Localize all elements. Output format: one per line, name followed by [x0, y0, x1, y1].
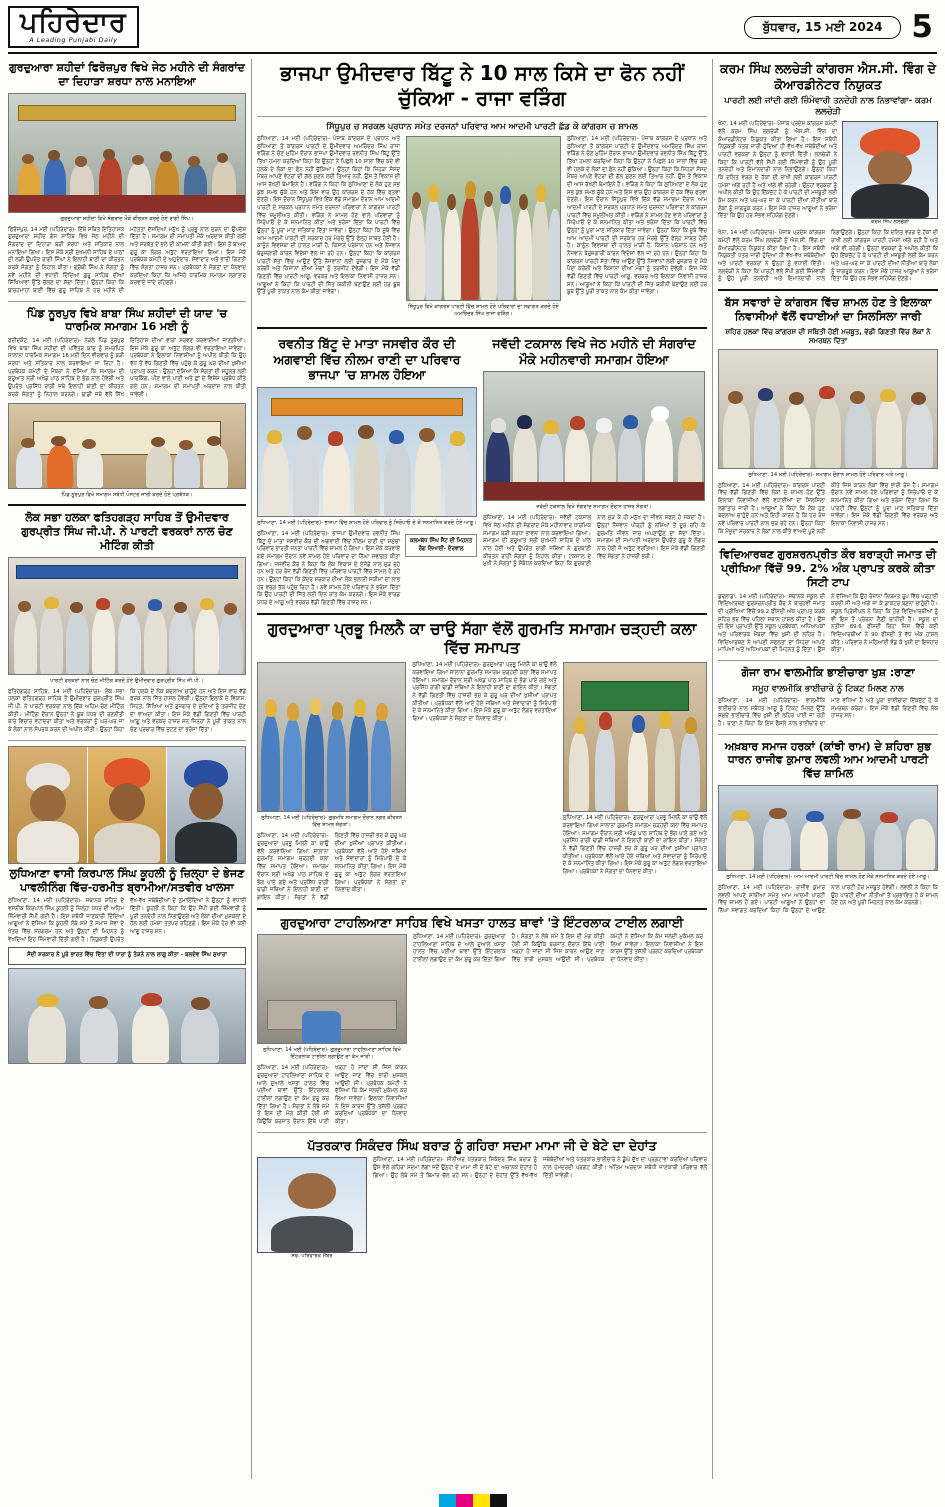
article-body-part1: ਲੁਧਿਆਣਾ, 14 ਮਈ (ਪਹਿਰੇਦਾਰ)- ਪੰਜਾਬ ਕਾਂਗਰਸ ਦੇ ਪ੍ਰਧਾਨ ਅਤੇ ਲੁਧਿਆਣਾ ਤੋਂ ਕਾਂਗਰਸ ਪਾਰਟੀ ਦੇ ਉਮੀਦਵਾਰ ਅਮਰਿੰਦਰ ਸਿੰਘ ਰਾਜਾ ਵੜਿੰਗ ਨੇ ਚੋਣ ਮੁਹਿੰਮ ਦੌਰਾਨ ਭਾਜਪਾ ਉਮੀਦਵਾਰ ਰਵਨੀਤ ਸਿੰਘ ਬਿੱਟੂ ਉੱਤੇ ਤਿੱਖਾ ਹਮਲਾ ਕਰਦਿਆਂ ਕਿਹਾ ਕਿ ਉਨ੍ਹਾਂ ਨੇ ਪਿਛਲੇ 10 ਸਾਲਾਂ ਵਿੱਚ ਕਦੇ ਵੀ ਹਲਕੇ ਦੇ ਲੋਕਾਂ ਦਾ ਫੋਨ ਨਹੀਂ ਚੁੱਕਿਆ। ਉਨ੍ਹਾਂ ਕਿਹਾ ਕਿ ਜਿਹੜਾ ਸੰਸਦ ਮੈਂਬਰ ਆਪਣੇ ਵੋਟਰਾਂ ਦੀ ਗੱਲ ਸੁਣਨ ਲਈ ਤਿਆਰ ਨਹੀਂ, ਉਸ ਤੋਂ ਵਿਕਾਸ ਦੀ ਆਸ ਰੱਖਣੀ ਬੇਮਾਇਨੇ ਹੈ। ਵੜਿੰਗ ਨੇ ਕਿਹਾ ਕਿ ਲੁਧਿਆਣਾ ਦੇ ਲੋਕ ਹੁਣ ਸਭ ਕੁਝ ਸਮਝ ਚੁੱਕੇ ਹਨ ਅਤੇ ਇਸ ਵਾਰ ਉਹ ਕਾਂਗਰਸ ਦੇ ਹੱਕ ਵਿੱਚ ਫਤਵਾ ਦੇਣਗੇ। ਇਸ ਦੌਰਾਨ ਸਿੱਧੂਪੁਰ ਵਿਖੇ ਇੱਕ ਵੱਡੇ ਸਮਾਗਮ ਦੌਰਾਨ ਆਮ ਆਦਮੀ ਪਾਰਟੀ ਦੇ ਸਰਕਲ ਪ੍ਰਧਾਨ ਸਮੇਤ ਦਰਜਨਾਂ ਪਰਿਵਾਰਾਂ ਨੇ ਕਾਂਗਰਸ ਪਾਰਟੀ ਵਿੱਚ ਸ਼ਮੂਲੀਅਤ ਕੀਤੀ। ਵੜਿੰਗ ਨੇ ਸ਼ਾਮਲ ਹੋਣ ਵਾਲੇ ਪਰਿਵਾਰਾਂ ਨੂੰ ਸਿਰੋਪਾਓ ਦੇ ਕੇ ਸਨਮਾਨਿਤ ਕੀਤਾ ਅਤੇ ਭਰੋਸਾ ਦਿੱਤਾ ਕਿ ਪਾਰਟੀ ਵਿੱਚ ਉਨ੍ਹਾਂ ਨੂੰ ਪੂਰਾ ਮਾਣ ਸਤਿਕਾਰ ਦਿੱਤਾ ਜਾਵੇਗਾ। ਉਨ੍ਹਾਂ ਕਿਹਾ ਕਿ ਸੂਬੇ ਵਿੱਚ ਆਮ ਆਦਮੀ ਪਾਰਟੀ ਦੀ ਸਰਕਾਰ ਹਰ ਮੋਰਚੇ ਉੱਤੇ ਫੇਲ੍ਹ ਸਾਬਤ ਹੋਈ ਹੈ। ਕਾਨੂੰਨ ਵਿਵਸਥਾ ਦੀ ਹਾਲਤ ਮਾੜੀ ਹੈ, ਕਿਸਾਨ ਪਰੇਸ਼ਾਨ ਹਨ ਅਤੇ ਨੌਜਵਾਨ ਬੇਰੁਜ਼ਗਾਰੀ ਕਾਰਨ ਵਿਦੇਸ਼ਾਂ ਵੱਲ ਜਾ ਰਹੇ ਹਨ। ਉਨ੍ਹਾਂ ਕਿਹਾ ਕਿ ਕਾਂਗਰਸ ਪਾਰਟੀ ਸੱਤਾ ਵਿੱਚ ਆਉਣ ਉੱਤੇ ਨੌਜਵਾਨਾਂ ਲਈ ਰੁਜ਼ਗਾਰ ਦੇ ਮੌਕੇ ਪੈਦਾ ਕਰੇਗੀ ਅਤੇ ਕਿਸਾਨਾਂ ਦੀਆਂ ਮੰਗਾਂ ਨੂੰ ਤਰਜੀਹ ਦੇਵੇਗੀ। ਇਸ ਮੌਕੇ ਵੱਡੀ ਗਿਣਤੀ ਵਿੱਚ ਪਾਰਟੀ ਆਗੂ, ਵਰਕਰ ਅਤੇ ਇਲਾਕਾ ਨਿਵਾਸੀ ਹਾਜ਼ਰ ਸਨ। ਆਗੂਆਂ ਨੇ ਕਿਹਾ ਕਿ ਪਾਰਟੀ ਦੀ ਜਿੱਤ ਯਕੀਨੀ ਬਣਾਉਣ ਲਈ ਹਰ ਬੂਥ ਉੱਤੇ ਪੂਰੀ ਤਾਕਤ ਨਾਲ ਕੰਮ ਕੀਤਾ ਜਾਵੇਗਾ। [257, 136, 400, 296]
newspaper-logo [8, 6, 139, 49]
divider [257, 908, 707, 910]
article-journalist-condolence [257, 1138, 707, 1265]
article-body-cont: ਲੁਧਿਆਣਾ, 14 ਮਈ (ਪਹਿਰੇਦਾਰ)- ਗੁਰਦੁਆਰਾ ਪ੍ਰਭੂ ਮਿਲਨੈ ਕਾ ਚਾਉ ਵੱਲੋਂ ਕਰਵਾਇਆ ਗਿਆ ਸਾਲਾਨਾ ਗੁਰਮਤਿ ਸਮਾਗਮ ਚੜ੍ਹਦੀ ਕਲਾ ਵਿੱਚ ਸਮਾਪਤ ਹੋਇਆ। ਸਮਾਗਮ ਦੌਰਾਨ ਸ੍ਰੀ ਅਖੰਡ ਪਾਠ ਸਾਹਿਬ ਦੇ ਭੋਗ ਪਾਏ ਗਏ ਅਤੇ ਪ੍ਰਸਿੱਧ ਰਾਗੀ ਢਾਡੀ ਜਥਿਆਂ ਨੇ ਇਲਾਹੀ ਬਾਣੀ ਦਾ ਗਾਇਨ ਕੀਤਾ। ਸੰਗਤਾਂ ਨੇ ਵੱਡੀ ਗਿਣਤੀ ਵਿੱਚ ਹਾਜ਼ਰੀ ਭਰ ਕੇ ਗੁਰੂ ਘਰ ਦੀਆਂ ਖੁਸ਼ੀਆਂ ਪ੍ਰਾਪਤ ਕੀਤੀਆਂ। ਪ੍ਰਬੰਧਕਾਂ ਵੱਲੋਂ ਆਏ ਹੋਏ ਜਥਿਆਂ ਅਤੇ ਸੇਵਾਦਾਰਾਂ ਨੂੰ ਸਿਰੋਪਾਓ ਦੇ ਕੇ ਸਨਮਾਨਿਤ ਕੀਤਾ ਗਿਆ। ਇਸ ਮੌਕੇ ਗੁਰੂ ਕਾ ਅਤੁੱਟ ਲੰਗਰ ਵਰਤਾਇਆ ਗਿਆ। ਪ੍ਰਬੰਧਕਾਂ ਨੇ ਸੰਗਤਾਂ ਦਾ ਧੰਨਵਾਦ ਕੀਤਾ। [412, 662, 557, 723]
left-column [8, 59, 246, 1479]
headline: ਰਵਨੀਤ ਬਿੱਟੂ ਦੇ ਮਾਤਾ ਜਸਵੀਰ ਕੌਰ ਦੀ ਅਗਵਾਈ ਵਿੱਚ ਨੀਲਮ ਰਾਣੀ ਦਾ ਪਰਿਵਾਰ ਭਾਜਪਾ 'ਚ ਸ਼ਾਮਲ ਹੋਇਆ [273, 336, 461, 383]
photo-caption: ਸਿੱਧੂਪੁਰ ਵਿਖੇ ਕਾਂਗਰਸ ਪਾਰਟੀ ਵਿੱਚ ਸ਼ਾਮਲ ਹੋਏ ਪਰਿਵਾਰਾਂ ਦਾ ਸਵਾਗਤ ਕਰਦੇ ਹੋਏ ਅਮਰਿੰਦਰ ਸਿੰਘ ਰਾਜਾ ਵੜਿੰਗ। [408, 304, 559, 318]
photo-portrait-trio [8, 746, 246, 864]
article-body-cont: ਖੰਨਾ, 14 ਮਈ (ਪਹਿਰੇਦਾਰ)- ਪੰਜਾਬ ਪ੍ਰਦੇਸ਼ ਕਾਂਗਰਸ ਕਮੇਟੀ ਵੱਲੋਂ ਕਰਮ ਸਿੰਘ ਲਲਚੇੜੀ ਨੂੰ ਐਸ.ਸੀ. ਵਿੰਗ ਦਾ ਕੋਆਰਡੀਨੇਟਰ ਨਿਯੁਕਤ ਕੀਤਾ ਗਿਆ ਹੈ। ਇਸ ਸਬੰਧੀ ਨਿਯੁਕਤੀ ਪੱਤਰ ਜਾਰੀ ਹੁੰਦਿਆਂ ਹੀ ਵੱਖ-ਵੱਖ ਜਥੇਬੰਦੀਆਂ ਅਤੇ ਪਾਰਟੀ ਵਰਕਰਾਂ ਨੇ ਉਨ੍ਹਾਂ ਨੂੰ ਵਧਾਈ ਦਿੱਤੀ। ਲਲਚੇੜੀ ਨੇ ਕਿਹਾ ਕਿ ਪਾਰਟੀ ਵੱਲੋਂ ਸੌਂਪੀ ਗਈ ਜ਼ਿੰਮੇਵਾਰੀ ਨੂੰ ਉਹ ਪੂਰੀ ਤਨਦੇਹੀ ਅਤੇ ਇਮਾਨਦਾਰੀ ਨਾਲ ਨਿਭਾਉਣਗੇ। ਉਨ੍ਹਾਂ ਕਿਹਾ ਕਿ ਦਲਿਤ ਵਰਗ ਦੇ ਹੱਕਾਂ ਦੀ ਰਾਖੀ ਲਈ ਕਾਂਗਰਸ ਪਾਰਟੀ ਹਮੇਸ਼ਾ ਅੱਗੇ ਰਹੀ ਹੈ ਅਤੇ ਅੱਗੇ ਵੀ ਰਹੇਗੀ। ਉਨ੍ਹਾਂ ਵਰਕਰਾਂ ਨੂੰ ਅਪੀਲ ਕੀਤੀ ਕਿ ਉਹ ਇੱਕਜੁੱਟ ਹੋ ਕੇ ਪਾਰਟੀ ਦੀ ਮਜ਼ਬੂਤੀ ਲਈ ਕੰਮ ਕਰਨ ਅਤੇ ਘਰ-ਘਰ ਜਾ ਕੇ ਪਾਰਟੀ ਦੀਆਂ ਨੀਤੀਆਂ ਬਾਰੇ ਲੋਕਾਂ ਨੂੰ ਜਾਗਰੂਕ ਕਰਨ। ਇਸ ਮੌਕੇ ਹਾਜ਼ਰ ਆਗੂਆਂ ਨੇ ਭਰੋਸਾ ਦਿੱਤਾ ਕਿ ਉਹ ਹਰ ਸੰਭਵ ਸਹਿਯੋਗ ਦੇਣਗੇ। [718, 230, 938, 283]
headline: ਪਿੰਡ ਨੂਰਪੁਰ ਵਿਖੇ ਬਾਬਾ ਸਿੰਘ ਸ਼ਹੀਦਾਂ ਦੀ ਯਾਦ 'ਚ ਧਾਰਮਿਕ ਸਮਾਗਮ 16 ਮਈ ਨੂੰ [26, 306, 228, 334]
article-ludhiana-appointment [8, 746, 246, 1064]
swatch-black [490, 1494, 507, 1507]
headline: ਜਵੱਦੀ ਟਕਸਾਲ ਵਿਖੇ ਜੇਠ ਮਹੀਨੇ ਦੀ ਸੰਗਰਾਂਦ ਮੌਕੇ ਮਹੀਨਵਾਰੀ ਸਮਾਗਮ ਹੋਇਆ [492, 336, 696, 367]
article-gurdwara-sangrand [8, 61, 246, 296]
subheadline: ਸ਼ਹਿਰ ਹਲਕਾ ਵਿੱਚ ਕਾਂਗਰਸ ਦੀ ਸਥਿਤੀ ਹੋਈ ਮਜ਼ਬੂਤ, ਵੱਡੀ ਗਿਣਤੀ ਵਿੱਚ ਲੋਕਾਂ ਨੇ ਸਮਰਥਨ ਦਿੱਤਾ [725, 327, 931, 345]
article-bittu-mother [257, 334, 477, 608]
article-body: ਫਰੀਦਕੋਟ, 14 ਮਈ (ਪਹਿਰੇਦਾਰ)- ਨੇੜਲੇ ਪਿੰਡ ਨੂਰਪੁਰ ਵਿਖੇ ਬਾਬਾ ਸਿੰਘ ਸ਼ਹੀਦਾਂ ਦੀ ਪਵਿੱਤਰ ਯਾਦ ਨੂੰ ਸਮਰਪਿਤ ਸਾਲਾਨਾ ਧਾਰਮਿਕ ਸਮਾਗਮ 16 ਮਈ ਦਿਨ ਵੀਰਵਾਰ ਨੂੰ ਬੜੀ ਸ਼ਰਧਾ ਅਤੇ ਸਤਿਕਾਰ ਨਾਲ ਕਰਵਾਇਆ ਜਾ ਰਿਹਾ ਹੈ। ਪ੍ਰਬੰਧਕ ਕਮੇਟੀ ਦੇ ਮੈਂਬਰਾਂ ਨੇ ਦੱਸਿਆ ਕਿ ਸਮਾਗਮ ਦੀ ਸ਼ੁਰੂਆਤ ਸ੍ਰੀ ਅਖੰਡ ਪਾਠ ਸਾਹਿਬ ਦੇ ਭੋਗ ਨਾਲ ਹੋਵੇਗੀ ਅਤੇ ਉਪਰੰਤ ਪ੍ਰਸਿੱਧ ਰਾਗੀ ਜਥੇ ਇਲਾਹੀ ਬਾਣੀ ਦਾ ਕੀਰਤਨ ਕਰਕੇ ਸੰਗਤਾਂ ਨੂੰ ਨਿਹਾਲ ਕਰਨਗੇ। ਢਾਡੀ ਜਥੇ ਵੱਲੋਂ ਸਿੱਖ ਇਤਿਹਾਸ ਦੀਆਂ ਵਾਰਾਂ ਸਰਵਣ ਕਰਵਾਈਆਂ ਜਾਣਗੀਆਂ। ਇਸ ਮੌਕੇ ਗੁਰੂ ਕਾ ਅਤੁੱਟ ਲੰਗਰ ਵੀ ਵਰਤਾਇਆ ਜਾਵੇਗਾ। ਪ੍ਰਬੰਧਕਾਂ ਨੇ ਇਲਾਕਾ ਨਿਵਾਸੀਆਂ ਨੂੰ ਅਪੀਲ ਕੀਤੀ ਕਿ ਉਹ ਵੱਧ ਤੋਂ ਵੱਧ ਗਿਣਤੀ ਵਿੱਚ ਪਹੁੰਚ ਕੇ ਗੁਰੂ ਘਰ ਦੀਆਂ ਖੁਸ਼ੀਆਂ ਪ੍ਰਾਪਤ ਕਰਨ। ਉਨ੍ਹਾਂ ਦੱਸਿਆ ਕਿ ਸੰਗਤਾਂ ਦੀ ਸਹੂਲਤ ਲਈ ਪਾਰਕਿੰਗ, ਪੀਣ ਵਾਲੇ ਪਾਣੀ ਅਤੇ ਛਾਂ ਦੇ ਵਿਸ਼ੇਸ਼ ਪ੍ਰਬੰਧ ਕੀਤੇ ਗਏ ਹਨ। ਸਮਾਗਮ ਦੀ ਸਮਾਪਤੀ ਅਰਦਾਸ ਨਾਲ ਕੀਤੀ ਜਾਵੇਗੀ। [8, 338, 246, 398]
article-fatehgarh-candidate-meeting [8, 511, 246, 734]
photo-felicitation [8, 968, 246, 1064]
column-divider [251, 59, 252, 1479]
photo-caption: ਕਰਮ ਸਿੰਘ ਲਲਚੇੜੀ [871, 219, 909, 226]
photo-caption: ਲੁਧਿਆਣਾ, 14 ਮਈ (ਪਹਿਰੇਦਾਰ)- ਗੁਰਦੁਆਰਾ ਟਾਹਲਿਆਣਾ ਸਾਹਿਬ ਵਿਖੇ ਇੰਟਰਲਾਕ ਟਾਈਲਾਂ ਲਗਾਉਣ ਦਾ ਕੰਮ ਜਾਰੀ। [263, 1047, 401, 1061]
divider [8, 504, 246, 506]
divider [257, 327, 707, 329]
article-sc-wing-coordinator [718, 61, 938, 284]
article-body: ਲੁਧਿਆਣਾ, 14 ਮਈ (ਪਹਿਰੇਦਾਰ)- ਜਵੱਦੀ ਟਕਸਾਲ ਵਿਖੇ ਜੇਠ ਮਹੀਨੇ ਦੀ ਸੰਗਰਾਂਦ ਮੌਕੇ ਮਹੀਨਾਵਾਰ ਧਾਰਮਿਕ ਸਮਾਗਮ ਬੜੀ ਸ਼ਰਧਾ ਭਾਵਨਾ ਨਾਲ ਕਰਵਾਇਆ ਗਿਆ। ਸਮਾਗਮ ਦੀ ਸ਼ੁਰੂਆਤ ਸ੍ਰੀ ਸੁਖਮਨੀ ਸਾਹਿਬ ਦੇ ਪਾਠ ਨਾਲ ਹੋਈ ਅਤੇ ਉਪਰੰਤ ਰਾਗੀ ਜਥਿਆਂ ਨੇ ਗੁਰਬਾਣੀ ਕੀਰਤਨ ਰਾਹੀਂ ਸੰਗਤਾਂ ਨੂੰ ਨਿਹਾਲ ਕੀਤਾ। ਟਕਸਾਲ ਦੇ ਮੁਖੀ ਨੇ ਸੰਗਤਾਂ ਨੂੰ ਸੰਬੋਧਨ ਕਰਦਿਆਂ ਕਿਹਾ ਕਿ ਗੁਰਬਾਣੀ ਨਾਲ ਜੁੜ ਕੇ ਹੀ ਮਨੁੱਖ ਦਾ ਜੀਵਨ ਸਫਲ ਹੋ ਸਕਦਾ ਹੈ। ਉਨ੍ਹਾਂ ਨੌਜਵਾਨ ਪੀੜ੍ਹੀ ਨੂੰ ਨਸ਼ਿਆਂ ਤੋਂ ਦੂਰ ਰਹਿ ਕੇ ਗੁਰਮਤਿ ਜੀਵਨ ਜਾਚ ਅਪਣਾਉਣ ਦਾ ਸੱਦਾ ਦਿੱਤਾ। ਸਮਾਗਮ ਦੀ ਸਮਾਪਤੀ ਅਰਦਾਸ ਉਪਰੰਤ ਗੁਰੂ ਕੇ ਲੰਗਰ ਨਾਲ ਹੋਈ ਜੋ ਅਤੁੱਟ ਵਰਤਿਆ। ਇਸ ਮੌਕੇ ਵੱਡੀ ਗਿਣਤੀ ਵਿੱਚ ਸੰਗਤਾਂ ਨੇ ਹਾਜ਼ਰੀ ਭਰੀ। [483, 515, 705, 568]
article-body: ਲੁਧਿਆਣਾ, 14 ਮਈ (ਪਹਿਰੇਦਾਰ)- ਗੁਰਦੁਆਰਾ ਪ੍ਰਭੂ ਮਿਲਨੈ ਕਾ ਚਾਉ ਵੱਲੋਂ ਕਰਵਾਇਆ ਗਿਆ ਸਾਲਾਨਾ ਗੁਰਮਤਿ ਸਮਾਗਮ ਚੜ੍ਹਦੀ ਕਲਾ ਵਿੱਚ ਸਮਾਪਤ ਹੋਇਆ। ਸਮਾਗਮ ਦੌਰਾਨ ਸ੍ਰੀ ਅਖੰਡ ਪਾਠ ਸਾਹਿਬ ਦੇ ਭੋਗ ਪਾਏ ਗਏ ਅਤੇ ਪ੍ਰਸਿੱਧ ਰਾਗੀ ਢਾਡੀ ਜਥਿਆਂ ਨੇ ਇਲਾਹੀ ਬਾਣੀ ਦਾ ਗਾਇਨ ਕੀਤਾ। ਸੰਗਤਾਂ ਨੇ ਵੱਡੀ ਗਿਣਤੀ ਵਿੱਚ ਹਾਜ਼ਰੀ ਭਰ ਕੇ ਗੁਰੂ ਘਰ ਦੀਆਂ ਖੁਸ਼ੀਆਂ ਪ੍ਰਾਪਤ ਕੀਤੀਆਂ। ਪ੍ਰਬੰਧਕਾਂ ਵੱਲੋਂ ਆਏ ਹੋਏ ਜਥਿਆਂ ਅਤੇ ਸੇਵਾਦਾਰਾਂ ਨੂੰ ਸਿਰੋਪਾਓ ਦੇ ਕੇ ਸਨਮਾਨਿਤ ਕੀਤਾ ਗਿਆ। ਇਸ ਮੌਕੇ ਗੁਰੂ ਕਾ ਅਤੁੱਟ ਲੰਗਰ ਵਰਤਾਇਆ ਗਿਆ। ਪ੍ਰਬੰਧਕਾਂ ਨੇ ਸੰਗਤਾਂ ਦਾ ਧੰਨਵਾਦ ਕੀਤਾ। [257, 833, 407, 901]
masthead [8, 6, 937, 54]
divider [8, 740, 246, 741]
photo-taksal-samagam [483, 371, 705, 501]
headline: ਬੱਸ ਸਵਾਰਾਂ ਦੇ ਕਾਂਗਰਸ ਵਿੱਚ ਸ਼ਾਮਲ ਹੋਣ ਤੇ ਇਲਾਕਾ ਨਿਵਾਸੀਆਂ ਵੱਲੋਂ ਵਧਾਈਆਂ ਦਾ ਸਿਲਸਿਲਾ ਜਾਰੀ [724, 296, 932, 323]
article-body: ਫਤਿਹਗੜ੍ਹ ਸਾਹਿਬ, 14 ਮਈ (ਪਹਿਰੇਦਾਰ)- ਲੋਕ ਸਭਾ ਹਲਕਾ ਫਤਿਹਗੜ੍ਹ ਸਾਹਿਬ ਤੋਂ ਉਮੀਦਵਾਰ ਗੁਰਪ੍ਰੀਤ ਸਿੰਘ ਜੀ.ਪੀ. ਨੇ ਪਾਰਟੀ ਵਰਕਰਾਂ ਨਾਲ ਇੱਕ ਅਹਿਮ ਚੋਣ ਮੀਟਿੰਗ ਕੀਤੀ। ਮੀਟਿੰਗ ਦੌਰਾਨ ਉਨ੍ਹਾਂ ਨੇ ਬੂਥ ਪੱਧਰ ਦੀ ਰਣਨੀਤੀ ਬਾਰੇ ਵਿਚਾਰ ਵਟਾਂਦਰਾ ਕੀਤਾ ਅਤੇ ਵਰਕਰਾਂ ਨੂੰ ਘਰ-ਘਰ ਜਾ ਕੇ ਲੋਕਾਂ ਨਾਲ ਸੰਪਰਕ ਕਰਨ ਦੀ ਅਪੀਲ ਕੀਤੀ। ਉਨ੍ਹਾਂ ਕਿਹਾ ਕਿ ਹਲਕੇ ਦੇ ਲੋਕ ਬਦਲਾਅ ਚਾਹੁੰਦੇ ਹਨ ਅਤੇ ਇਸ ਵਾਰ ਵੱਡੇ ਫਰਕ ਨਾਲ ਜਿੱਤ ਹਾਸਲ ਹੋਵੇਗੀ। ਉਨ੍ਹਾਂ ਇਲਾਕੇ ਦੇ ਵਿਕਾਸ, ਸਿਹਤ, ਸਿੱਖਿਆ ਅਤੇ ਰੁਜ਼ਗਾਰ ਦੇ ਮੁੱਦਿਆਂ ਨੂੰ ਤਰਜੀਹ ਦੇਣ ਦਾ ਵਾਅਦਾ ਕੀਤਾ। ਇਸ ਮੌਕੇ ਵੱਡੀ ਗਿਣਤੀ ਵਿੱਚ ਪਾਰਟੀ ਆਗੂ ਅਤੇ ਵਰਕਰ ਹਾਜ਼ਰ ਸਨ ਜਿਨ੍ਹਾਂ ਨੇ ਪੂਰੀ ਤਾਕਤ ਨਾਲ ਚੋਣ ਪ੍ਰਚਾਰ ਵਿੱਚ ਜੁਟਣ ਦਾ ਭਰੋਸਾ ਦਿੱਤਾ। [8, 688, 246, 734]
inset-note: ਕਲਮਬੱਧ ਸਿੰਘ ਸੈਂਟ ਦੀ ਮਿਹਨਤ ਰੰਗ ਲਿਆਈ- ਦੋਰਵਾਲ [405, 534, 477, 557]
color-registration-bar [0, 1494, 945, 1507]
photo-caption: ਗੁਰਦੁਆਰਾ ਸ਼ਹੀਦਾਂ ਵਿਖੇ ਸੰਗਰਾਂਦ ਮੌਕੇ ਕੀਰਤਨ ਕਰਦੇ ਹੋਏ ਰਾਗੀ ਸਿੰਘ। [60, 215, 194, 222]
headline: ਗੋਜਾ ਰਾਮ ਵਾਲਮੀਕਿ ਭਾਈਚਾਰਾ ਖੁਸ਼ :ਰਾਣਾ [741, 666, 915, 680]
article-gurmat-samagam [257, 620, 707, 903]
article-noorpur-samagam [8, 307, 246, 500]
article-body: ਲੁਧਿਆਣਾ, 14 ਮਈ (ਪਹਿਰੇਦਾਰ)- ਸਥਾਨਕ ਸ਼ਹਿਰ ਦੇ ਵਸਨੀਕ ਕਿਰਪਾਲ ਸਿੰਘ ਕੂਹਲੀ ਨੂੰ ਜ਼ਿਲ੍ਹਾ ਪੱਧਰ ਦੀ ਅਹਿਮ ਜ਼ਿੰਮੇਵਾਰੀ ਸੌਂਪੀ ਗਈ ਹੈ। ਇਸ ਸਬੰਧੀ ਜਾਣਕਾਰੀ ਦਿੰਦਿਆਂ ਆਗੂਆਂ ਨੇ ਦੱਸਿਆ ਕਿ ਕੂਹਲੀ ਲੰਬੇ ਸਮੇਂ ਤੋਂ ਸਮਾਜ ਸੇਵਾ ਦੇ ਖੇਤਰ ਵਿੱਚ ਸਰਗਰਮ ਹਨ ਅਤੇ ਉਨ੍ਹਾਂ ਦੀ ਮਿਹਨਤ ਨੂੰ ਵੇਖਦਿਆਂ ਇਹ ਜ਼ਿੰਮੇਵਾਰੀ ਦਿੱਤੀ ਗਈ ਹੈ। ਨਿਯੁਕਤੀ ਉਪਰੰਤ ਵੱਖ-ਵੱਖ ਜਥੇਬੰਦੀਆਂ ਦੇ ਨੁਮਾਇੰਦਿਆਂ ਨੇ ਉਨ੍ਹਾਂ ਨੂੰ ਵਧਾਈ ਦਿੱਤੀ। ਕੂਹਲੀ ਨੇ ਕਿਹਾ ਕਿ ਉਹ ਸੌਂਪੀ ਗਈ ਜ਼ਿੰਮੇਵਾਰੀ ਨੂੰ ਪੂਰੀ ਤਨਦੇਹੀ ਨਾਲ ਨਿਭਾਉਣਗੇ ਅਤੇ ਲੋਕਾਂ ਦੀਆਂ ਮੁਸ਼ਕਲਾਂ ਦੇ ਹੱਲ ਲਈ ਹਮੇਸ਼ਾ ਤਤਪਰ ਰਹਿਣਗੇ। ਇਸ ਮੌਕੇ ਹੋਰ ਵੀ ਕਈ ਆਗੂ ਹਾਜ਼ਰ ਸਨ। [8, 898, 246, 943]
article-lead-warring [257, 61, 707, 322]
headline: ਲੁਧਿਆਣਾ ਵਾਸੀ ਕਿਰਪਾਲ ਸਿੰਘ ਕੂਹਲੀ ਨੂੰ ਜ਼ਿਲ੍ਹਾ ਦੇ ਭੇਜਣ ਪਾਵਲੀਨਿੰਗ ਵਿੱਚ-ਹਰਮੀਤ ਬ੍ਰਾਮੀਆ/ਸਤਵੀਰ ਖਾਲਸਾ [9, 866, 245, 894]
photo-karam-singh-portrait [842, 121, 938, 219]
photo-election-meeting [8, 557, 246, 675]
photo-caption: ਲੁਧਿਆਣਾ, 14 ਮਈ (ਪਹਿਰੇਦਾਰ)- ਭਾਜਪਾ ਵਿੱਚ ਸ਼ਾਮਲ ਹੋਏ ਪਰਿਵਾਰ ਨੂੰ ਸਿਰੋਪਾਓ ਦੇ ਕੇ ਸਨਮਾਨਿਤ ਕਰਦੇ ਹੋਏ ਆਗੂ। [257, 519, 477, 526]
swatch-cyan [439, 1494, 456, 1507]
photo-caption: ਲੁਧਿਆਣਾ, 14 ਮਈ (ਪਹਿਰੇਦਾਰ)- ਸਮਾਗਮ ਦੌਰਾਨ ਸ਼ਾਮਲ ਹੋਏ ਪਰਿਵਾਰ ਅਤੇ ਆਗੂ। [748, 471, 908, 478]
article-aap-joining [718, 740, 938, 916]
article-body: ਲੁਧਿਆਣਾ, 14 ਮਈ (ਪਹਿਰੇਦਾਰ)- ਰਾਜੀਵ ਕੁਮਾਰ ਲਵਲੀ ਆਪਣੇ ਸਾਥੀਆਂ ਸਮੇਤ ਆਮ ਆਦਮੀ ਪਾਰਟੀ ਵਿੱਚ ਸ਼ਾਮਲ ਹੋ ਗਏ। ਪਾਰਟੀ ਆਗੂਆਂ ਨੇ ਉਨ੍ਹਾਂ ਦਾ ਨਿੱਘਾ ਸਵਾਗਤ ਕਰਦਿਆਂ ਕਿਹਾ ਕਿ ਉਨ੍ਹਾਂ ਦੇ ਆਉਣ ਨਾਲ ਪਾਰਟੀ ਹੋਰ ਮਜ਼ਬੂਤ ਹੋਵੇਗੀ। ਲਵਲੀ ਨੇ ਕਿਹਾ ਕਿ ਉਹ ਪਾਰਟੀ ਦੀਆਂ ਨੀਤੀਆਂ ਤੋਂ ਪ੍ਰਭਾਵਿਤ ਹੋ ਕੇ ਸ਼ਾਮਲ ਹੋਏ ਹਨ ਅਤੇ ਪੂਰੀ ਮਿਹਨਤ ਨਾਲ ਕੰਮ ਕਰਨਗੇ। [718, 884, 938, 914]
photo-caption: ਲੁਧਿਆਣਾ, 14 ਮਈ (ਪਹਿਰੇਦਾਰ)- ਆਮ ਆਦਮੀ ਪਾਰਟੀ ਵਿੱਚ ਸ਼ਾਮਲ ਹੋਣ ਮੌਕੇ ਸਨਮਾਨਿਤ ਕਰਦੇ ਹੋਏ ਆਗੂ। [726, 873, 930, 880]
article-jawaddi-taksal [483, 334, 705, 608]
article-tahlianwala-tiles [257, 915, 707, 1127]
divider [257, 116, 707, 117]
headline: ਕਰਮ ਸਿੰਘ ਲਲਚੇੜੀ ਕਾਂਗਰਸ ਐਸ.ਸੀ. ਵਿੰਗ ਦੇ ਕੋਆਰਡੀਨੇਟਰ ਨਿਯੁਕਤ [720, 61, 936, 92]
article-congress-joining-congrats [718, 296, 938, 536]
photo-tile-work [257, 934, 407, 1044]
article-subcaption: ਸੰਦੀ ਸ਼ਰਕਾਰ ਨੇ ਪੂਰੇ ਭਾਰਤ ਵਿੱਚ ਦਿੱਤਾ ਦੀ ਧਾਰਾ ਨੂੰ ਤੋੜਨੇ ਨਾਲ ਲਾਗੂ ਕੀਤਾ - ਬਲਦੇਵ ਸਿੰਘ ਸੁਖਾਰਾ [8, 947, 246, 965]
photo-sangrand-kirtan [8, 93, 246, 213]
headline: ਭਾਜਪਾ ਉਮੀਦਵਾਰ ਬਿੱਟੂ ਨੇ 10 ਸਾਲ ਕਿਸੇ ਦਾ ਫੋਨ ਨਹੀਂ ਚੁੱਕਿਆ - ਰਾਜਾ ਵੜਿੰਗ [280, 61, 684, 110]
photo-deceased-portrait [257, 1157, 367, 1253]
photo-poster-release [8, 403, 246, 489]
photo-caption: ਪਾਰਟੀ ਵਰਕਰਾਂ ਨਾਲ ਚੋਣ ਮੀਟਿੰਗ ਕਰਦੇ ਹੋਏ ਉਮੀਦਵਾਰ ਗੁਰਪ੍ਰੀਤ ਸਿੰਘ ਜੀ.ਪੀ.। [50, 677, 204, 684]
subheadline: ਸਿੱਧੂਪੁਰ ਚ ਸਰਕਲ ਪ੍ਰਧਾਨ ਸਮੇਤ ਦਰਜਨਾਂ ਪਰਿਵਾਰ ਆਮ ਆਦਮੀ ਪਾਰਟੀ ਛੱਡ ਕੇ ਕਾਂਗਰਸ ਚ ਸ਼ਾਮਲ [326, 122, 638, 132]
article-student-topper [718, 548, 938, 655]
photo-caption: ਸਵ. ਪਰਿਵਾਰਕ ਮੈਂਬਰ [291, 1253, 333, 1260]
logo-tagline: A Leading Punjabi Daily [29, 35, 118, 44]
article-body-cont2: ਲੁਧਿਆਣਾ, 14 ਮਈ (ਪਹਿਰੇਦਾਰ)- ਗੁਰਦੁਆਰਾ ਪ੍ਰਭੂ ਮਿਲਨੈ ਕਾ ਚਾਉ ਵੱਲੋਂ ਕਰਵਾਇਆ ਗਿਆ ਸਾਲਾਨਾ ਗੁਰਮਤਿ ਸਮਾਗਮ ਚੜ੍ਹਦੀ ਕਲਾ ਵਿੱਚ ਸਮਾਪਤ ਹੋਇਆ। ਸਮਾਗਮ ਦੌਰਾਨ ਸ੍ਰੀ ਅਖੰਡ ਪਾਠ ਸਾਹਿਬ ਦੇ ਭੋਗ ਪਾਏ ਗਏ ਅਤੇ ਪ੍ਰਸਿੱਧ ਰਾਗੀ ਢਾਡੀ ਜਥਿਆਂ ਨੇ ਇਲਾਹੀ ਬਾਣੀ ਦਾ ਗਾਇਨ ਕੀਤਾ। ਸੰਗਤਾਂ ਨੇ ਵੱਡੀ ਗਿਣਤੀ ਵਿੱਚ ਹਾਜ਼ਰੀ ਭਰ ਕੇ ਗੁਰੂ ਘਰ ਦੀਆਂ ਖੁਸ਼ੀਆਂ ਪ੍ਰਾਪਤ ਕੀਤੀਆਂ। ਪ੍ਰਬੰਧਕਾਂ ਵੱਲੋਂ ਆਏ ਹੋਏ ਜਥਿਆਂ ਅਤੇ ਸੇਵਾਦਾਰਾਂ ਨੂੰ ਸਿਰੋਪਾਓ ਦੇ ਕੇ ਸਨਮਾਨਿਤ ਕੀਤਾ ਗਿਆ। ਇਸ ਮੌਕੇ ਗੁਰੂ ਕਾ ਅਤੁੱਟ ਲੰਗਰ ਵਰਤਾਇਆ ਗਿਆ। ਪ੍ਰਬੰਧਕਾਂ ਨੇ ਸੰਗਤਾਂ ਦਾ ਧੰਨਵਾਦ ਕੀਤਾ। [562, 815, 707, 876]
column-divider [712, 59, 713, 1479]
subheadline: ਸਮੂਹ ਵਾਲਮੀਕਿ ਭਾਈਚਾਰੇ ਨੂੰ ਟਿਕਟ ਮਿਲਣ ਨਾਲ [752, 683, 904, 694]
divider [718, 734, 938, 735]
divider [718, 660, 938, 661]
logo-title: ਪਹਿਰੇਦਾਰ [20, 6, 127, 38]
divider [718, 541, 938, 543]
photo-palki-procession [563, 662, 707, 812]
center-column [257, 59, 707, 1479]
article-body-part2: ਲੁਧਿਆਣਾ, 14 ਮਈ (ਪਹਿਰੇਦਾਰ)- ਪੰਜਾਬ ਕਾਂਗਰਸ ਦੇ ਪ੍ਰਧਾਨ ਅਤੇ ਲੁਧਿਆਣਾ ਤੋਂ ਕਾਂਗਰਸ ਪਾਰਟੀ ਦੇ ਉਮੀਦਵਾਰ ਅਮਰਿੰਦਰ ਸਿੰਘ ਰਾਜਾ ਵੜਿੰਗ ਨੇ ਚੋਣ ਮੁਹਿੰਮ ਦੌਰਾਨ ਭਾਜਪਾ ਉਮੀਦਵਾਰ ਰਵਨੀਤ ਸਿੰਘ ਬਿੱਟੂ ਉੱਤੇ ਤਿੱਖਾ ਹਮਲਾ ਕਰਦਿਆਂ ਕਿਹਾ ਕਿ ਉਨ੍ਹਾਂ ਨੇ ਪਿਛਲੇ 10 ਸਾਲਾਂ ਵਿੱਚ ਕਦੇ ਵੀ ਹਲਕੇ ਦੇ ਲੋਕਾਂ ਦਾ ਫੋਨ ਨਹੀਂ ਚੁੱਕਿਆ। ਉਨ੍ਹਾਂ ਕਿਹਾ ਕਿ ਜਿਹੜਾ ਸੰਸਦ ਮੈਂਬਰ ਆਪਣੇ ਵੋਟਰਾਂ ਦੀ ਗੱਲ ਸੁਣਨ ਲਈ ਤਿਆਰ ਨਹੀਂ, ਉਸ ਤੋਂ ਵਿਕਾਸ ਦੀ ਆਸ ਰੱਖਣੀ ਬੇਮਾਇਨੇ ਹੈ। ਵੜਿੰਗ ਨੇ ਕਿਹਾ ਕਿ ਲੁਧਿਆਣਾ ਦੇ ਲੋਕ ਹੁਣ ਸਭ ਕੁਝ ਸਮਝ ਚੁੱਕੇ ਹਨ ਅਤੇ ਇਸ ਵਾਰ ਉਹ ਕਾਂਗਰਸ ਦੇ ਹੱਕ ਵਿੱਚ ਫਤਵਾ ਦੇਣਗੇ। ਇਸ ਦੌਰਾਨ ਸਿੱਧੂਪੁਰ ਵਿਖੇ ਇੱਕ ਵੱਡੇ ਸਮਾਗਮ ਦੌਰਾਨ ਆਮ ਆਦਮੀ ਪਾਰਟੀ ਦੇ ਸਰਕਲ ਪ੍ਰਧਾਨ ਸਮੇਤ ਦਰਜਨਾਂ ਪਰਿਵਾਰਾਂ ਨੇ ਕਾਂਗਰਸ ਪਾਰਟੀ ਵਿੱਚ ਸ਼ਮੂਲੀਅਤ ਕੀਤੀ। ਵੜਿੰਗ ਨੇ ਸ਼ਾਮਲ ਹੋਣ ਵਾਲੇ ਪਰਿਵਾਰਾਂ ਨੂੰ ਸਿਰੋਪਾਓ ਦੇ ਕੇ ਸਨਮਾਨਿਤ ਕੀਤਾ ਅਤੇ ਭਰੋਸਾ ਦਿੱਤਾ ਕਿ ਪਾਰਟੀ ਵਿੱਚ ਉਨ੍ਹਾਂ ਨੂੰ ਪੂਰਾ ਮਾਣ ਸਤਿਕਾਰ ਦਿੱਤਾ ਜਾਵੇਗਾ। ਉਨ੍ਹਾਂ ਕਿਹਾ ਕਿ ਸੂਬੇ ਵਿੱਚ ਆਮ ਆਦਮੀ ਪਾਰਟੀ ਦੀ ਸਰਕਾਰ ਹਰ ਮੋਰਚੇ ਉੱਤੇ ਫੇਲ੍ਹ ਸਾਬਤ ਹੋਈ ਹੈ। ਕਾਨੂੰਨ ਵਿਵਸਥਾ ਦੀ ਹਾਲਤ ਮਾੜੀ ਹੈ, ਕਿਸਾਨ ਪਰੇਸ਼ਾਨ ਹਨ ਅਤੇ ਨੌਜਵਾਨ ਬੇਰੁਜ਼ਗਾਰੀ ਕਾਰਨ ਵਿਦੇਸ਼ਾਂ ਵੱਲ ਜਾ ਰਹੇ ਹਨ। ਉਨ੍ਹਾਂ ਕਿਹਾ ਕਿ ਕਾਂਗਰਸ ਪਾਰਟੀ ਸੱਤਾ ਵਿੱਚ ਆਉਣ ਉੱਤੇ ਨੌਜਵਾਨਾਂ ਲਈ ਰੁਜ਼ਗਾਰ ਦੇ ਮੌਕੇ ਪੈਦਾ ਕਰੇਗੀ ਅਤੇ ਕਿਸਾਨਾਂ ਦੀਆਂ ਮੰਗਾਂ ਨੂੰ ਤਰਜੀਹ ਦੇਵੇਗੀ। ਇਸ ਮੌਕੇ ਵੱਡੀ ਗਿਣਤੀ ਵਿੱਚ ਪਾਰਟੀ ਆਗੂ, ਵਰਕਰ ਅਤੇ ਇਲਾਕਾ ਨਿਵਾਸੀ ਹਾਜ਼ਰ ਸਨ। ਆਗੂਆਂ ਨੇ ਕਿਹਾ ਕਿ ਪਾਰਟੀ ਦੀ ਜਿੱਤ ਯਕੀਨੀ ਬਣਾਉਣ ਲਈ ਹਰ ਬੂਥ ਉੱਤੇ ਪੂਰੀ ਤਾਕਤ ਨਾਲ ਕੰਮ ਕੀਤਾ ਜਾਵੇਗਾ। [567, 136, 707, 296]
right-column [718, 59, 938, 1479]
page-number: 5 [911, 8, 933, 45]
issue-date: ਬੁੱਧਵਾਰ, 15 ਮਈ 2024 [744, 16, 902, 39]
article-body: ਲੁਧਿਆਣਾ, 14 ਮਈ (ਪਹਿਰੇਦਾਰ)- ਵਾਲਮੀਕਿ ਭਾਈਚਾਰੇ ਨਾਲ ਸਬੰਧਤ ਆਗੂ ਨੂੰ ਟਿਕਟ ਮਿਲਣ ਉੱਤੇ ਸਮੁੱਚੇ ਭਾਈਚਾਰੇ ਵਿੱਚ ਖੁਸ਼ੀ ਦੀ ਲਹਿਰ ਪਾਈ ਜਾ ਰਹੀ ਹੈ। ਰਾਣਾ ਨੇ ਕਿਹਾ ਕਿ ਇਸ ਫੈਸਲੇ ਨਾਲ ਭਾਈਚਾਰੇ ਦਾ ਮਾਣ ਵਧਿਆ ਹੈ ਅਤੇ ਪੂਰਾ ਭਾਈਚਾਰਾ ਇੱਕਜੁੱਟ ਹੋ ਕੇ ਸਮਰਥਨ ਕਰੇਗਾ। ਇਸ ਮੌਕੇ ਵੱਡੀ ਗਿਣਤੀ ਵਿੱਚ ਲੋਕ ਹਾਜ਼ਰ ਸਨ। [718, 697, 938, 727]
photo-caption: ਜਵੱਦੀ ਟਕਸਾਲ ਵਿਖੇ ਸੰਗਰਾਂਦ ਸਮਾਗਮ ਦੌਰਾਨ ਹਾਜ਼ਰ ਸੰਗਤਾਂ। [536, 504, 652, 511]
divider [8, 301, 246, 302]
article-body: ਫਿਰੋਜ਼ਪੁਰ, 14 ਮਈ (ਪਹਿਰੇਦਾਰ)- ਇੱਥੇ ਸਥਿਤ ਇਤਿਹਾਸਕ ਗੁਰਦੁਆਰਾ ਸ਼ਹੀਦ ਗੰਜ ਸਾਹਿਬ ਵਿਖੇ ਜੇਠ ਮਹੀਨੇ ਦੀ ਸੰਗਰਾਂਦ ਦਾ ਦਿਹਾੜਾ ਬੜੀ ਸ਼ਰਧਾ ਅਤੇ ਸਤਿਕਾਰ ਨਾਲ ਮਨਾਇਆ ਗਿਆ। ਇਸ ਮੌਕੇ ਸ੍ਰੀ ਸੁਖਮਨੀ ਸਾਹਿਬ ਦੇ ਪਾਠਾਂ ਦੀ ਲੜੀ ਉਪਰੰਤ ਰਾਗੀ ਸਿੰਘਾਂ ਨੇ ਇਲਾਹੀ ਬਾਣੀ ਦਾ ਕੀਰਤਨ ਕਰਕੇ ਸੰਗਤਾਂ ਨੂੰ ਨਿਹਾਲ ਕੀਤਾ। ਗ੍ਰੰਥੀ ਸਿੰਘ ਨੇ ਸੰਗਤਾਂ ਨੂੰ ਨਵੇਂ ਮਹੀਨੇ ਦੀ ਵਧਾਈ ਦਿੰਦਿਆਂ ਗੁਰੂ ਸਾਹਿਬ ਦੀਆਂ ਸਿੱਖਿਆਵਾਂ ਉੱਤੇ ਚੱਲਣ ਦਾ ਸੱਦਾ ਦਿੱਤਾ। ਉਨ੍ਹਾਂ ਕਿਹਾ ਕਿ ਬਾਰਹਮਾਹਾ ਬਾਣੀ ਵਿੱਚ ਗੁਰੂ ਸਾਹਿਬ ਨੇ ਹਰ ਮਹੀਨੇ ਦੀ ਮਹੱਤਤਾ ਦੱਸਦਿਆਂ ਮਨੁੱਖ ਨੂੰ ਪ੍ਰਭੂ ਨਾਲ ਜੁੜਨ ਦਾ ਉਪਦੇਸ਼ ਦਿੱਤਾ ਹੈ। ਸਮਾਗਮ ਦੀ ਸਮਾਪਤੀ ਮੌਕੇ ਅਰਦਾਸ ਕੀਤੀ ਗਈ ਅਤੇ ਸਰਬੱਤ ਦੇ ਭਲੇ ਦੀ ਕਾਮਨਾ ਕੀਤੀ ਗਈ। ਇਸ ਤੋਂ ਬਾਅਦ ਗੁਰੂ ਕਾ ਲੰਗਰ ਅਤੁੱਟ ਵਰਤਾਇਆ ਗਿਆ। ਇਸ ਮੌਕੇ ਪ੍ਰਬੰਧਕ ਕਮੇਟੀ ਦੇ ਅਹੁਦੇਦਾਰ, ਸੇਵਾਦਾਰ ਅਤੇ ਭਾਰੀ ਗਿਣਤੀ ਵਿੱਚ ਸੰਗਤਾਂ ਹਾਜ਼ਰ ਸਨ। ਪ੍ਰਬੰਧਕਾਂ ਨੇ ਸੰਗਤਾਂ ਦਾ ਧੰਨਵਾਦ ਕਰਦਿਆਂ ਕਿਹਾ ਕਿ ਅਜਿਹੇ ਧਾਰਮਿਕ ਸਮਾਗਮ ਲਗਾਤਾਰ ਕਰਵਾਏ ਜਾਂਦੇ ਰਹਿਣਗੇ। [8, 226, 246, 294]
headline: ਗੁਰਦੁਆਰਾ ਪ੍ਰਭੂ ਮਿਲਨੈ ਕਾ ਚਾਉ ਸੱਗਾ ਵੱਲੋਂ ਗੁਰਮਤਿ ਸਮਾਗਮ ਚੜ੍ਹਦੀ ਕਲਾ ਵਿੱਚ ਸਮਾਪਤ [267, 619, 697, 658]
photo-caption: ਪਿੰਡ ਨੂਰਪੁਰ ਵਿਖੇ ਸਮਾਗਮ ਸਬੰਧੀ ਪੋਸਟਰ ਜਾਰੀ ਕਰਦੇ ਹੋਏ ਪ੍ਰਬੰਧਕ। [61, 492, 193, 499]
page-grid [8, 59, 937, 1479]
divider [257, 1132, 707, 1133]
photo-nagar-kirtan [257, 662, 406, 812]
article-body: ਬੁਢਲਾਡਾ, 14 ਮਈ (ਪਹਿਰੇਦਾਰ)- ਸਥਾਨਕ ਸਕੂਲ ਦੀ ਵਿਦਿਆਰਥਣ ਗੁਰਸ਼ਰਨਪ੍ਰੀਤ ਕੌਰ ਨੇ ਬਾਰ੍ਹਵੀਂ ਜਮਾਤ ਦੀ ਪ੍ਰੀਖਿਆ ਵਿੱਚੋਂ 99.2 ਫੀਸਦੀ ਅੰਕ ਪ੍ਰਾਪਤ ਕਰਕੇ ਸ਼ਹਿਰ ਭਰ ਵਿੱਚ ਪਹਿਲਾ ਸਥਾਨ ਹਾਸਲ ਕੀਤਾ ਹੈ। ਉਸ ਦੀ ਇਸ ਪ੍ਰਾਪਤੀ ਉੱਤੇ ਸਕੂਲ ਪ੍ਰਬੰਧਕਾਂ, ਅਧਿਆਪਕਾਂ ਅਤੇ ਪਰਿਵਾਰਕ ਮੈਂਬਰਾਂ ਵਿੱਚ ਖੁਸ਼ੀ ਦੀ ਲਹਿਰ ਹੈ। ਵਿਦਿਆਰਥਣ ਨੇ ਆਪਣੀ ਸਫਲਤਾ ਦਾ ਸਿਹਰਾ ਆਪਣੇ ਮਾਪਿਆਂ ਅਤੇ ਅਧਿਆਪਕਾਂ ਦੀ ਮਿਹਨਤ ਨੂੰ ਦਿੱਤਾ। ਉਸ ਨੇ ਦੱਸਿਆ ਕਿ ਉਹ ਰੋਜ਼ਾਨਾ ਨਿਯਮਤ ਰੂਪ ਵਿੱਚ ਪੜ੍ਹਾਈ ਕਰਦੀ ਸੀ ਅਤੇ ਅੱਗੇ ਜਾ ਕੇ ਡਾਕਟਰ ਬਣਨਾ ਚਾਹੁੰਦੀ ਹੈ। ਸਕੂਲ ਪ੍ਰਿੰਸੀਪਲ ਨੇ ਕਿਹਾ ਕਿ ਹੋਰ ਵਿਦਿਆਰਥੀਆਂ ਨੂੰ ਵੀ ਇਸ ਤੋਂ ਪ੍ਰੇਰਨਾ ਲੈਣੀ ਚਾਹੀਦੀ ਹੈ। ਸਕੂਲ ਦਾ ਨਤੀਜਾ 89.6 ਫੀਸਦੀ ਰਿਹਾ ਜਿਸ ਵਿੱਚੋਂ ਕਈ ਵਿਦਿਆਰਥੀਆਂ ਨੇ 90 ਫੀਸਦੀ ਤੋਂ ਵੱਧ ਅੰਕ ਹਾਸਲ ਕੀਤੇ। ਪਰਿਵਾਰ ਨੇ ਮਠਿਆਈ ਵੰਡ ਕੇ ਖੁਸ਼ੀ ਦਾ ਇਜ਼ਹਾਰ ਕੀਤਾ। [718, 593, 938, 654]
divider [257, 613, 707, 615]
headline: ਲੋਕ ਸਭਾ ਹਲਕਾ ਫਤਿਹਗੜ੍ਹ ਸਾਹਿਬ ਤੋਂ ਉਮੀਦਵਾਰ ਗੁਰਪ੍ਰੀਤ ਸਿੰਘ ਜੀ.ਪੀ. ਨੇ ਪਾਰਟੀ ਵਰਕਰਾਂ ਨਾਲ ਚੋਣ ਮੀਟਿੰਗ ਕੀਤੀ [21, 511, 233, 552]
article-valmiki-community [718, 666, 938, 728]
photo-congress-joining [406, 136, 561, 301]
photo-bjp-joining [257, 387, 477, 517]
divider [718, 289, 938, 291]
article-body: ਲੁਧਿਆਣਾ, 14 ਮਈ (ਪਹਿਰੇਦਾਰ)- ਭਾਜਪਾ ਉਮੀਦਵਾਰ ਰਵਨੀਤ ਸਿੰਘ ਬਿੱਟੂ ਦੇ ਮਾਤਾ ਜਸਵੀਰ ਕੌਰ ਦੀ ਅਗਵਾਈ ਵਿੱਚ ਨੀਲਮ ਰਾਣੀ ਦਾ ਸਮੁੱਚਾ ਪਰਿਵਾਰ ਭਾਰਤੀ ਜਨਤਾ ਪਾਰਟੀ ਵਿੱਚ ਸ਼ਾਮਲ ਹੋ ਗਿਆ। ਇਸ ਮੌਕੇ ਕਰਵਾਏ ਗਏ ਸਮਾਗਮ ਦੌਰਾਨ ਨਵੇਂ ਸ਼ਾਮਲ ਹੋਏ ਪਰਿਵਾਰ ਦਾ ਨਿੱਘਾ ਸਵਾਗਤ ਕੀਤਾ ਗਿਆ। ਜਸਵੀਰ ਕੌਰ ਨੇ ਕਿਹਾ ਕਿ ਲੋਕ ਵਿਕਾਸ ਦੇ ਏਜੰਡੇ ਨਾਲ ਜੁੜ ਰਹੇ ਹਨ ਅਤੇ ਹਰ ਰੋਜ਼ ਵੱਡੀ ਗਿਣਤੀ ਵਿੱਚ ਪਰਿਵਾਰ ਪਾਰਟੀ ਵਿੱਚ ਸ਼ਾਮਲ ਹੋ ਰਹੇ ਹਨ। ਉਨ੍ਹਾਂ ਕਿਹਾ ਕਿ ਕੇਂਦਰ ਸਰਕਾਰ ਦੀਆਂ ਲੋਕ ਭਲਾਈ ਸਕੀਮਾਂ ਦਾ ਲਾਭ ਹਰ ਵਰਗ ਤੱਕ ਪਹੁੰਚ ਰਿਹਾ ਹੈ। ਨਵੇਂ ਸ਼ਾਮਲ ਹੋਏ ਪਰਿਵਾਰ ਨੇ ਭਰੋਸਾ ਦਿੱਤਾ ਕਿ ਉਹ ਪਾਰਟੀ ਦੀ ਜਿੱਤ ਲਈ ਦਿਨ ਰਾਤ ਕੰਮ ਕਰਨਗੇ। ਇਸ ਮੌਕੇ ਵਾਰਡ ਪੱਧਰ ਦੇ ਆਗੂ ਅਤੇ ਵਰਕਰ ਵੱਡੀ ਗਿਣਤੀ ਵਿੱਚ ਹਾਜ਼ਰ ਸਨ। [257, 530, 400, 607]
swatch-magenta [456, 1494, 473, 1507]
photo-caption: ਲੁਧਿਆਣਾ, 14 ਮਈ (ਪਹਿਰੇਦਾਰ)- ਗੁਰਮਤਿ ਸਮਾਗਮ ਦੌਰਾਨ ਨਗਰ ਕੀਰਤਨ ਵਿੱਚ ਸ਼ਾਮਲ ਸੰਗਤਾਂ। [261, 815, 403, 829]
article-body: ਲੁਧਿਆਣਾ, 14 ਮਈ (ਪਹਿਰੇਦਾਰ)- ਕਾਂਗਰਸ ਪਾਰਟੀ ਵਿੱਚ ਵੱਡੀ ਗਿਣਤੀ ਵਿੱਚ ਲੋਕਾਂ ਦੇ ਸ਼ਾਮਲ ਹੋਣ ਉੱਤੇ ਇਲਾਕਾ ਨਿਵਾਸੀਆਂ ਵੱਲੋਂ ਵਧਾਈਆਂ ਦਾ ਸਿਲਸਿਲਾ ਲਗਾਤਾਰ ਜਾਰੀ ਹੈ। ਆਗੂਆਂ ਨੇ ਕਿਹਾ ਕਿ ਲੋਕ ਹੁਣ ਬਦਲਾਅ ਚਾਹੁੰਦੇ ਹਨ ਅਤੇ ਇਹੀ ਕਾਰਨ ਹੈ ਕਿ ਹਰ ਰੋਜ਼ ਨਵੇਂ ਪਰਿਵਾਰ ਪਾਰਟੀ ਨਾਲ ਜੁੜ ਰਹੇ ਹਨ। ਉਨ੍ਹਾਂ ਕਿਹਾ ਕਿ ਮੌਜੂਦਾ ਸਰਕਾਰ ਨੇ ਲੋਕਾਂ ਨਾਲ ਕੀਤੇ ਵਾਅਦੇ ਪੂਰੇ ਨਹੀਂ ਕੀਤੇ ਜਿਸ ਕਾਰਨ ਲੋਕਾਂ ਵਿੱਚ ਭਾਰੀ ਰੋਸ ਹੈ। ਸਮਾਗਮ ਦੌਰਾਨ ਨਵੇਂ ਸ਼ਾਮਲ ਹੋਏ ਪਰਿਵਾਰਾਂ ਨੂੰ ਸਿਰੋਪਾਓ ਦੇ ਕੇ ਸਨਮਾਨਿਤ ਕੀਤਾ ਗਿਆ ਅਤੇ ਭਰੋਸਾ ਦਿੱਤਾ ਗਿਆ ਕਿ ਪਾਰਟੀ ਵਿੱਚ ਉਨ੍ਹਾਂ ਨੂੰ ਪੂਰਾ ਮਾਣ ਸਤਿਕਾਰ ਦਿੱਤਾ ਜਾਵੇਗਾ। ਇਸ ਮੌਕੇ ਵੱਡੀ ਗਿਣਤੀ ਵਿੱਚ ਵਰਕਰ ਅਤੇ ਇਲਾਕਾ ਨਿਵਾਸੀ ਹਾਜ਼ਰ ਸਨ। [718, 482, 938, 535]
headline: ਪੱਤਰਕਾਰ ਸਿਕੰਦਰ ਸਿੰਘ ਬਰਾੜ ਨੂੰ ਗਹਿਰਾ ਸਦਮਾ ਮਾਮਾ ਜੀ ਦੇ ਬੇਟੇ ਦਾ ਦੇਹਾਂਤ [307, 1137, 657, 1153]
article-body: ਲੁਧਿਆਣਾ, 14 ਮਈ (ਪਹਿਰੇਦਾਰ)- ਗੁਰਦੁਆਰਾ ਟਾਹਲਿਆਣਾ ਸਾਹਿਬ ਦੇ ਆਲੇ ਦੁਆਲੇ ਖਸਤਾ ਹਾਲਤ ਵਿੱਚ ਪਈਆਂ ਥਾਵਾਂ ਉੱਤੇ ਇੰਟਰਲਾਕ ਟਾਈਲਾਂ ਲਗਾਉਣ ਦਾ ਕੰਮ ਸ਼ੁਰੂ ਕਰ ਦਿੱਤਾ ਗਿਆ ਹੈ। ਸੰਗਤਾਂ ਨੇ ਲੰਬੇ ਸਮੇਂ ਤੋਂ ਇਸ ਦੀ ਮੰਗ ਕੀਤੀ ਹੋਈ ਸੀ ਕਿਉਂਕਿ ਬਰਸਾਤ ਦੌਰਾਨ ਇੱਥੇ ਪਾਣੀ ਖੜ੍ਹਾ ਹੋ ਜਾਂਦਾ ਸੀ ਜਿਸ ਕਾਰਨ ਆਉਣ ਜਾਣ ਵਿੱਚ ਭਾਰੀ ਮੁਸ਼ਕਲ ਆਉਂਦੀ ਸੀ। ਪ੍ਰਬੰਧਕ ਕਮੇਟੀ ਨੇ ਦੱਸਿਆ ਕਿ ਕੰਮ ਜਲਦੀ ਮੁਕੰਮਲ ਕਰ ਲਿਆ ਜਾਵੇਗਾ। ਇਲਾਕਾ ਨਿਵਾਸੀਆਂ ਨੇ ਇਸ ਕਾਰਜ ਉੱਤੇ ਤਸੱਲੀ ਪ੍ਰਗਟ ਕਰਦਿਆਂ ਪ੍ਰਬੰਧਕਾਂ ਦਾ ਧੰਨਵਾਦ ਕੀਤਾ। [257, 1065, 407, 1125]
headline: ਵਿਦਿਆਰਥਣ ਗੁਰਸ਼ਰਨਪ੍ਰੀਤ ਕੌਰ ਬਰਾੜ੍ਹੀ ਜਮਾਤ ਦੀ ਪ੍ਰੀਖਿਆ ਵਿੱਚੋਂ 99. 2% ਅੰਕ ਪ੍ਰਾਪਤ ਕਰਕੇ ਕੀਤਾ ਸਿਟੀ ਟਾਪ [719, 548, 937, 589]
masthead-right [744, 8, 937, 45]
headline: ਗੁਰਦੁਆਰਾ ਸ਼ਹੀਦਾਂ ਫਿਰੋਜ਼ਪੁਰ ਵਿਖੇ ਜੇਠ ਮਹੀਨੇ ਦੀ ਸੰਗਰਾਂਦ ਦਾ ਦਿਹਾੜਾ ਸ਼ਰਧਾ ਨਾਲ ਮਨਾਇਆ [9, 61, 245, 88]
article-body: ਖੰਨਾ, 14 ਮਈ (ਪਹਿਰੇਦਾਰ)- ਪੰਜਾਬ ਪ੍ਰਦੇਸ਼ ਕਾਂਗਰਸ ਕਮੇਟੀ ਵੱਲੋਂ ਕਰਮ ਸਿੰਘ ਲਲਚੇੜੀ ਨੂੰ ਐਸ.ਸੀ. ਵਿੰਗ ਦਾ ਕੋਆਰਡੀਨੇਟਰ ਨਿਯੁਕਤ ਕੀਤਾ ਗਿਆ ਹੈ। ਇਸ ਸਬੰਧੀ ਨਿਯੁਕਤੀ ਪੱਤਰ ਜਾਰੀ ਹੁੰਦਿਆਂ ਹੀ ਵੱਖ-ਵੱਖ ਜਥੇਬੰਦੀਆਂ ਅਤੇ ਪਾਰਟੀ ਵਰਕਰਾਂ ਨੇ ਉਨ੍ਹਾਂ ਨੂੰ ਵਧਾਈ ਦਿੱਤੀ। ਲਲਚੇੜੀ ਨੇ ਕਿਹਾ ਕਿ ਪਾਰਟੀ ਵੱਲੋਂ ਸੌਂਪੀ ਗਈ ਜ਼ਿੰਮੇਵਾਰੀ ਨੂੰ ਉਹ ਪੂਰੀ ਤਨਦੇਹੀ ਅਤੇ ਇਮਾਨਦਾਰੀ ਨਾਲ ਨਿਭਾਉਣਗੇ। ਉਨ੍ਹਾਂ ਕਿਹਾ ਕਿ ਦਲਿਤ ਵਰਗ ਦੇ ਹੱਕਾਂ ਦੀ ਰਾਖੀ ਲਈ ਕਾਂਗਰਸ ਪਾਰਟੀ ਹਮੇਸ਼ਾ ਅੱਗੇ ਰਹੀ ਹੈ ਅਤੇ ਅੱਗੇ ਵੀ ਰਹੇਗੀ। ਉਨ੍ਹਾਂ ਵਰਕਰਾਂ ਨੂੰ ਅਪੀਲ ਕੀਤੀ ਕਿ ਉਹ ਇੱਕਜੁੱਟ ਹੋ ਕੇ ਪਾਰਟੀ ਦੀ ਮਜ਼ਬੂਤੀ ਲਈ ਕੰਮ ਕਰਨ ਅਤੇ ਘਰ-ਘਰ ਜਾ ਕੇ ਪਾਰਟੀ ਦੀਆਂ ਨੀਤੀਆਂ ਬਾਰੇ ਲੋਕਾਂ ਨੂੰ ਜਾਗਰੂਕ ਕਰਨ। ਇਸ ਮੌਕੇ ਹਾਜ਼ਰ ਆਗੂਆਂ ਨੇ ਭਰੋਸਾ ਦਿੱਤਾ ਕਿ ਉਹ ਹਰ ਸੰਭਵ ਸਹਿਯੋਗ ਦੇਣਗੇ। [718, 121, 837, 220]
subheadline: ਪਾਰਟੀ ਲਈ ਜਾਂਦੀ ਗਈ ਜ਼ਿੰਮੇਵਾਰੀ ਤਨਦੇਹੀ ਨਾਲ ਨਿਭਾਵਾਂਗਾ- ਕਰਮ ਲਲਚੇੜੀ [724, 96, 932, 118]
headline: ਗੁਰਦੁਆਰਾ ਟਾਹਲਿਆਣਾ ਸਾਹਿਬ ਵਿਖੇ ਖਸਤਾ ਹਾਲਤ ਥਾਵਾਂ 'ਤੇ ਇੰਟਰਲਾਕ ਟਾਈਲ ਲਗਾਈ [280, 914, 684, 930]
headline: ਅਖ਼ਬਾਰ ਸਮਾਜ ਹਰਕਾਂ (ਕਾਂਝੀ ਰਾਮ) ਦੇ ਸ਼ਹਿਰਾ ਸ਼ੁਭ ਧਾਰਨ ਰਾਜੀਵ ਕੁਮਾਰ ਲਵਲੀ ਆਮ ਆਦਮੀ ਪਾਰਟੀ ਵਿੱਚ ਸ਼ਾਮਿਲ [724, 739, 932, 781]
article-body: ਲੁਧਿਆਣਾ, 14 ਮਈ (ਪਹਿਰੇਦਾਰ)- ਸੀਨੀਅਰ ਪੱਤਰਕਾਰ ਸਿਕੰਦਰ ਸਿੰਘ ਬਰਾੜ ਨੂੰ ਉਸ ਵੇਲੇ ਗਹਿਰਾ ਸਦਮਾ ਲੱਗਾ ਜਦੋਂ ਉਨ੍ਹਾਂ ਦੇ ਮਾਮਾ ਜੀ ਦੇ ਬੇਟੇ ਦਾ ਅਚਾਨਕ ਦੇਹਾਂਤ ਹੋ ਗਿਆ। ਉਹ ਲੰਬੇ ਸਮੇਂ ਤੋਂ ਬਿਮਾਰ ਚੱਲ ਰਹੇ ਸਨ। ਉਨ੍ਹਾਂ ਦੇ ਦੇਹਾਂਤ ਉੱਤੇ ਵੱਖ-ਵੱਖ ਜਥੇਬੰਦੀਆਂ ਅਤੇ ਪੱਤਰਕਾਰ ਭਾਈਚਾਰੇ ਨੇ ਡੂੰਘੇ ਦੁੱਖ ਦਾ ਪ੍ਰਗਟਾਵਾ ਕਰਦਿਆਂ ਪਰਿਵਾਰ ਨਾਲ ਹਮਦਰਦੀ ਪ੍ਰਗਟ ਕੀਤੀ। ਅੰਤਿਮ ਅਰਦਾਸ ਸਬੰਧੀ ਜਾਣਕਾਰੀ ਪਰਿਵਾਰ ਵੱਲੋਂ ਦਿੱਤੀ ਜਾਵੇਗੀ। [373, 1157, 707, 1179]
swatch-yellow [473, 1494, 490, 1507]
article-body-cont: ਲੁਧਿਆਣਾ, 14 ਮਈ (ਪਹਿਰੇਦਾਰ)- ਗੁਰਦੁਆਰਾ ਟਾਹਲਿਆਣਾ ਸਾਹਿਬ ਦੇ ਆਲੇ ਦੁਆਲੇ ਖਸਤਾ ਹਾਲਤ ਵਿੱਚ ਪਈਆਂ ਥਾਵਾਂ ਉੱਤੇ ਇੰਟਰਲਾਕ ਟਾਈਲਾਂ ਲਗਾਉਣ ਦਾ ਕੰਮ ਸ਼ੁਰੂ ਕਰ ਦਿੱਤਾ ਗਿਆ ਹੈ। ਸੰਗਤਾਂ ਨੇ ਲੰਬੇ ਸਮੇਂ ਤੋਂ ਇਸ ਦੀ ਮੰਗ ਕੀਤੀ ਹੋਈ ਸੀ ਕਿਉਂਕਿ ਬਰਸਾਤ ਦੌਰਾਨ ਇੱਥੇ ਪਾਣੀ ਖੜ੍ਹਾ ਹੋ ਜਾਂਦਾ ਸੀ ਜਿਸ ਕਾਰਨ ਆਉਣ ਜਾਣ ਵਿੱਚ ਭਾਰੀ ਮੁਸ਼ਕਲ ਆਉਂਦੀ ਸੀ। ਪ੍ਰਬੰਧਕ ਕਮੇਟੀ ਨੇ ਦੱਸਿਆ ਕਿ ਕੰਮ ਜਲਦੀ ਮੁਕੰਮਲ ਕਰ ਲਿਆ ਜਾਵੇਗਾ। ਇਲਾਕਾ ਨਿਵਾਸੀਆਂ ਨੇ ਇਸ ਕਾਰਜ ਉੱਤੇ ਤਸੱਲੀ ਪ੍ਰਗਟ ਕਰਦਿਆਂ ਪ੍ਰਬੰਧਕਾਂ ਦਾ ਧੰਨਵਾਦ ਕੀਤਾ। [413, 934, 703, 964]
photo-aap-joining [718, 785, 938, 871]
photo-joining-ceremony [718, 349, 938, 469]
